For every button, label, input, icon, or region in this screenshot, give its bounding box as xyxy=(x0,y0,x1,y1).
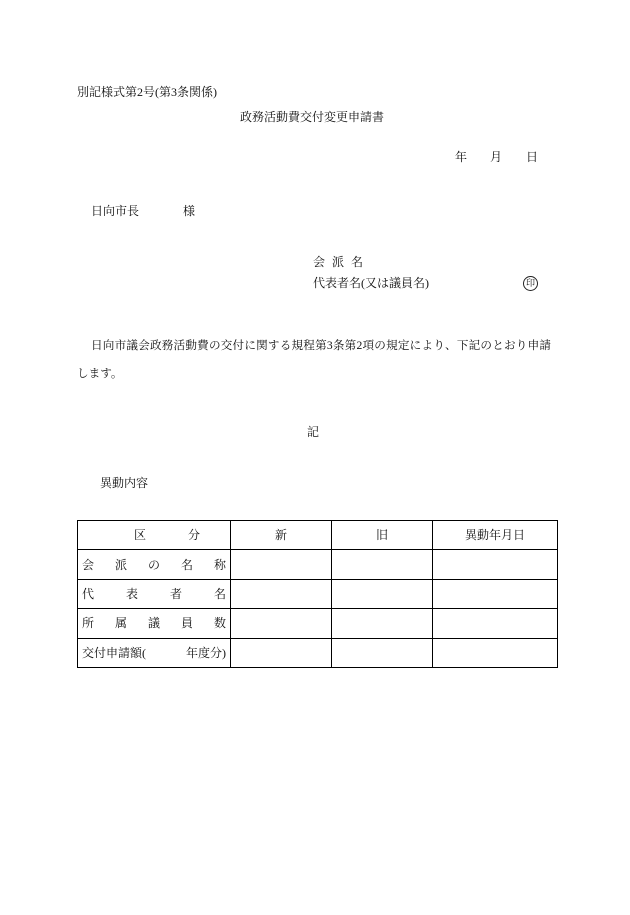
addressee-name: 日向市長 xyxy=(91,204,140,218)
header-category xyxy=(78,521,231,550)
application-statement: 日向市議会政務活動費の交付に関する規程第3条第2項の規定により、下記のとおり申請します。 xyxy=(77,339,551,380)
addressee-honorific: 様 xyxy=(183,204,196,218)
row-label-faction-name xyxy=(78,550,231,579)
cell-new xyxy=(231,638,332,667)
cell-old xyxy=(332,609,433,638)
faction-name-label: 会派名 xyxy=(313,255,371,269)
row-label-member-count xyxy=(78,609,231,638)
cell-old xyxy=(332,579,433,608)
row-label-requested-amount xyxy=(78,638,231,667)
section-label-change-details: 異動内容 xyxy=(100,476,149,490)
cell-change-date xyxy=(433,579,558,608)
document-title: 政務活動費交付変更申請書 xyxy=(240,110,385,124)
representative-name-label: 代表者名(又は議員名) xyxy=(313,276,429,290)
cell-old xyxy=(332,638,433,667)
header-category-text: 区 分 xyxy=(134,528,200,543)
note-heading: 記 xyxy=(307,425,320,439)
row-label-suffix: 年度分) xyxy=(186,645,226,660)
form-number: 別記様式第2号(第3条関係) xyxy=(77,85,217,99)
date-day-label: 日 xyxy=(526,150,539,164)
table-row xyxy=(78,638,558,667)
row-label-prefix: 交付申請額( xyxy=(82,645,146,660)
row-label-split xyxy=(82,645,226,661)
table-row xyxy=(78,579,558,608)
cell-change-date xyxy=(433,609,558,638)
date-month-label: 月 xyxy=(490,150,503,164)
table-header-row xyxy=(78,521,558,550)
change-details-table xyxy=(77,520,558,668)
cell-change-date xyxy=(433,638,558,667)
cell-new xyxy=(231,609,332,638)
date-year-label: 年 xyxy=(455,150,468,164)
row-label-text: 会 派 の 名 称 xyxy=(82,557,226,572)
cell-change-date xyxy=(433,550,558,579)
cell-new xyxy=(231,579,332,608)
seal-mark: 印 xyxy=(523,276,538,291)
table-row xyxy=(78,609,558,638)
row-label-text: 所 属 議 員 数 xyxy=(82,616,226,631)
header-new: 新 xyxy=(231,521,332,550)
cell-new xyxy=(231,550,332,579)
header-change-date: 異動年月日 xyxy=(433,521,558,550)
row-label-representative xyxy=(78,579,231,608)
cell-old xyxy=(332,550,433,579)
row-label-text: 代 表 者 名 xyxy=(82,586,226,601)
table-row xyxy=(78,550,558,579)
header-old: 旧 xyxy=(332,521,433,550)
